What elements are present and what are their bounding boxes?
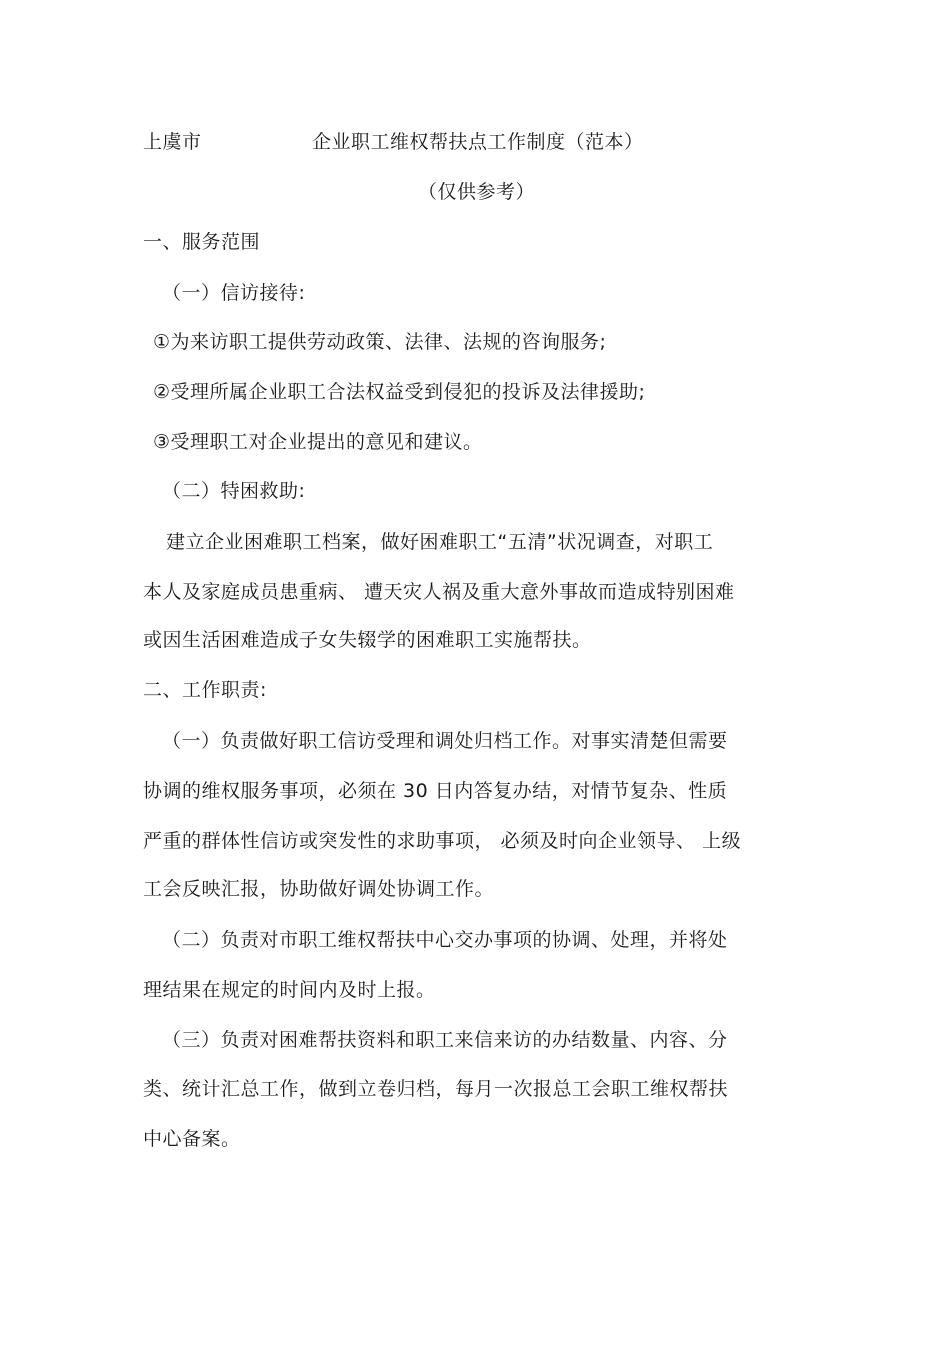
- paragraph-line: 工会反映汇报，协助做好调处协调工作。: [143, 878, 495, 900]
- paragraph-line: 严重的群体性信访或突发性的求助事项， 必须及时向企业领导、 上级: [143, 830, 742, 852]
- paragraph-line: 本人及家庭成员患重病、 遭天灾人祸及重大意外事故而造成特别困难: [143, 581, 735, 603]
- paragraph-line: 协调的维权服务事项，必须在 30 日内答复办结，对情节复杂、性质: [143, 780, 728, 802]
- paragraph-line: 理结果在规定的时间内及时上报。: [143, 979, 436, 1001]
- paragraph-line: 或因生活困难造成子女失辍学的困难职工实施帮扶。: [143, 629, 592, 651]
- paragraph-line: 建立企业困难职工档案，做好困难职工“五清”状况调查，对职工: [166, 531, 714, 553]
- list-item: ③受理职工对企业提出的意见和建议。: [153, 431, 483, 453]
- section-2-heading: 二、工作职责:: [143, 679, 267, 701]
- list-item: ②受理所属企业职工合法权益受到侵犯的投诉及法律援助;: [153, 381, 646, 403]
- list-item: ①为来访职工提供劳动政策、法律、法规的咨询服务;: [153, 331, 607, 353]
- section-1-heading: 一、服务范围: [143, 231, 261, 253]
- paragraph-line: （一）负责做好职工信访受理和调处归档工作。对事实清楚但需要: [162, 730, 728, 752]
- paragraph-line: （二）负责对市职工维权帮扶中心交办事项的协调、处理，并将处: [162, 929, 728, 951]
- paragraph-line: 类、统计汇总工作，做到立卷归档，每月一次报总工会职工维权帮扶: [143, 1078, 729, 1100]
- document-title: 企业职工维权帮扶点工作制度（范本）: [312, 131, 644, 153]
- subsection-1-1-heading: （一）信访接待:: [162, 282, 306, 304]
- subsection-1-2-heading: （二）特困救助:: [162, 480, 306, 502]
- header-city: 上虞市: [143, 131, 202, 153]
- paragraph-line: （三）负责对困难帮扶资料和职工来信来访的办结数量、内容、分: [162, 1029, 728, 1051]
- paragraph-line: 中心备案。: [143, 1128, 241, 1150]
- document-note: （仅供参考）: [418, 181, 536, 203]
